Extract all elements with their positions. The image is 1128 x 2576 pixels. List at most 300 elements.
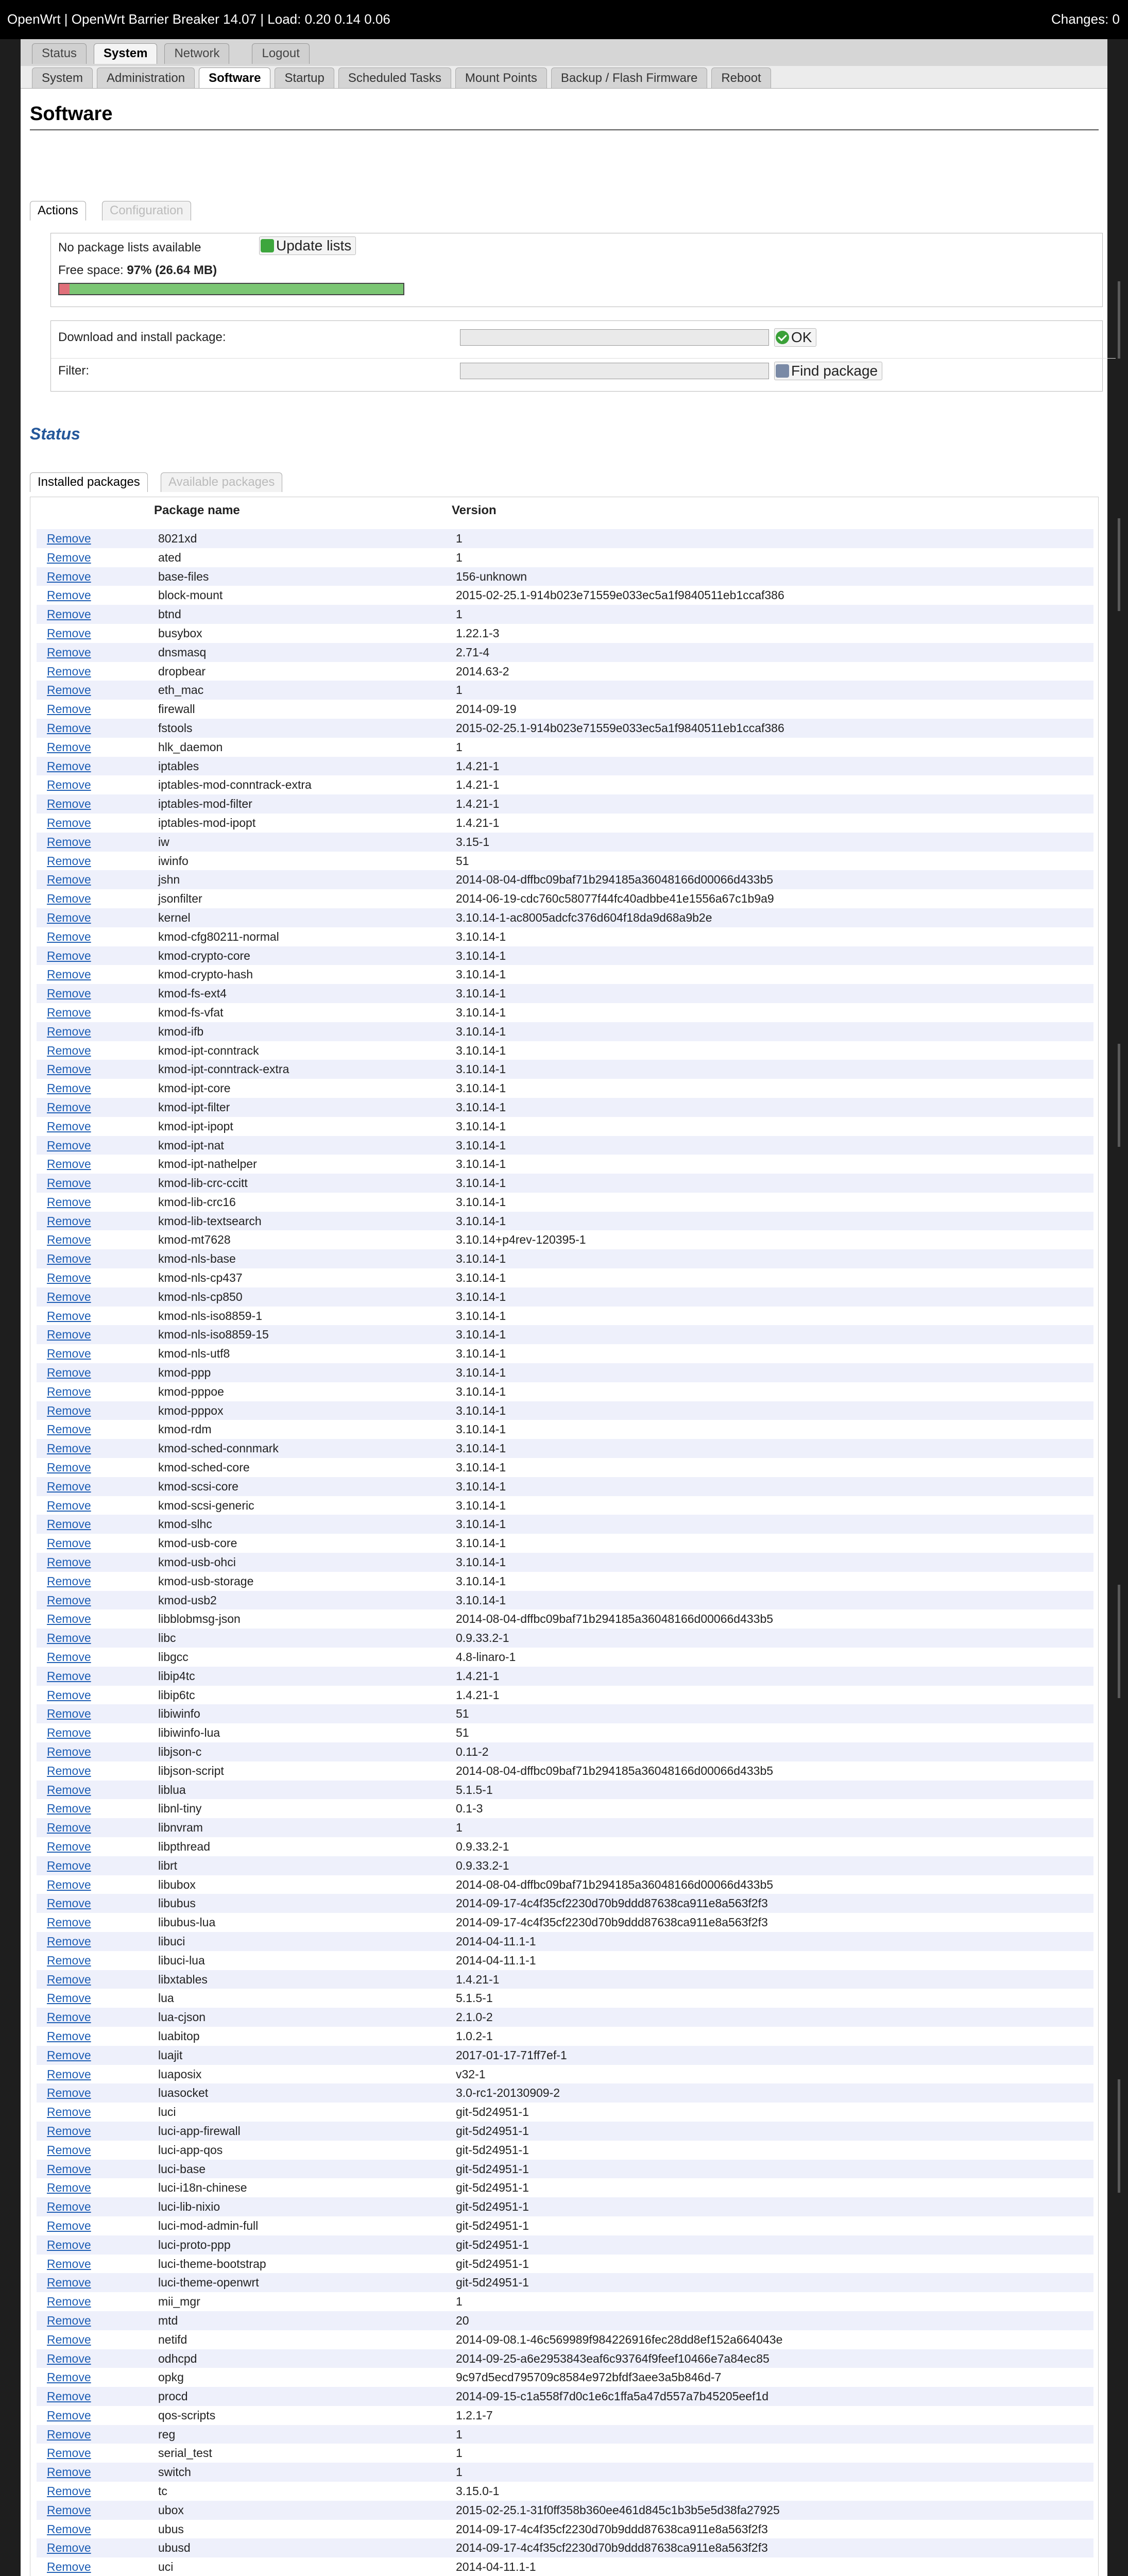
package-name: kmod-sched-core — [158, 1461, 250, 1475]
package-version: 3.10.14-1 — [456, 1271, 506, 1285]
package-name: kmod-ipt-conntrack-extra — [158, 1062, 289, 1076]
package-name: ubox — [158, 2503, 184, 2517]
package-name: lua-cjson — [158, 2010, 206, 2024]
remove-link[interactable]: Remove — [47, 1403, 91, 1417]
remove-link[interactable]: Remove — [47, 664, 91, 678]
remove-link[interactable]: Remove — [47, 2257, 91, 2270]
table-row — [37, 681, 1093, 700]
package-name: kmod-cfg80211-normal — [158, 929, 279, 943]
package-version: 3.10.14-1 — [456, 1328, 506, 1342]
remove-link[interactable]: Remove — [47, 835, 91, 849]
package-name: luci — [158, 2105, 176, 2119]
table-row — [37, 965, 1093, 984]
update-lists-button[interactable] — [259, 236, 356, 255]
tab-configuration[interactable]: Configuration — [102, 201, 191, 221]
scrollbar-mark — [1118, 281, 1120, 359]
package-name: libxtables — [158, 1972, 208, 1986]
scrollbar-mark — [1118, 1044, 1120, 1147]
remove-link[interactable]: Remove — [47, 778, 91, 792]
table-row — [37, 1458, 1093, 1477]
subtab-scheduled-tasks[interactable]: Scheduled Tasks — [338, 67, 451, 88]
remove-link[interactable]: Remove — [47, 892, 91, 906]
package-url-input[interactable] — [460, 329, 769, 346]
table-row — [37, 2330, 1093, 2349]
package-name: kmod-usb-ohci — [158, 1555, 236, 1569]
table-row — [37, 908, 1093, 927]
remove-link[interactable]: Remove — [47, 2313, 91, 2327]
package-name: kmod-nls-iso8859-15 — [158, 1328, 269, 1342]
package-version: 2014-04-11.1-1 — [456, 1953, 536, 1967]
free-space-value: 97% (26.64 MB) — [127, 263, 217, 277]
scrollbar-mark — [1118, 2079, 1120, 2193]
package-name: kmod-fs-vfat — [158, 1005, 224, 1019]
remove-link[interactable]: Remove — [47, 2048, 91, 2062]
package-version: 1.4.21-1 — [456, 816, 500, 829]
package-version: 3.10.14-1 — [456, 1403, 506, 1417]
table-row — [37, 662, 1093, 681]
package-version: 3.10.14-1 — [456, 1442, 506, 1455]
remove-link[interactable]: Remove — [47, 2370, 91, 2384]
table-row — [37, 1951, 1093, 1970]
table-row — [37, 605, 1093, 624]
remove-link[interactable]: Remove — [47, 2200, 91, 2214]
package-version: 3.10.14-1 — [456, 1100, 506, 1114]
remove-link[interactable]: Remove — [47, 2124, 91, 2138]
package-name: kmod-rdm — [158, 1422, 212, 1436]
remove-link[interactable]: Remove — [47, 1195, 91, 1209]
remove-link[interactable]: Remove — [47, 2029, 91, 2043]
remove-link[interactable]: Remove — [47, 2181, 91, 2195]
package-version: 2015-02-25.1-31f0ff358b360ee461d845c1b3b5e5d38fa27925 — [456, 2503, 780, 2517]
remove-link[interactable]: Remove — [47, 1745, 91, 1758]
remove-link[interactable]: Remove — [47, 740, 91, 754]
table-row — [37, 1970, 1093, 1989]
remove-link[interactable]: Remove — [47, 1934, 91, 1948]
remove-link[interactable]: Remove — [47, 607, 91, 621]
remove-link[interactable]: Remove — [47, 683, 91, 697]
package-name: kmod-ipt-ipopt — [158, 1119, 233, 1133]
remove-link[interactable]: Remove — [47, 1100, 91, 1114]
remove-link[interactable]: Remove — [47, 1650, 91, 1664]
remove-link[interactable]: Remove — [47, 2086, 91, 2100]
remove-link[interactable]: Remove — [47, 2067, 91, 2081]
remove-link[interactable]: Remove — [47, 2351, 91, 2365]
tab-available-packages[interactable]: Available packages — [161, 472, 282, 492]
package-name: procd — [158, 2389, 188, 2403]
filter-label: Filter: — [58, 364, 89, 378]
package-name: kmod-usb-storage — [158, 1574, 254, 1588]
package-version: 2014-09-08.1-46c569989f984226916fec28dd8ef152a664043e — [456, 2332, 783, 2346]
remove-link[interactable]: Remove — [47, 2276, 91, 2290]
remove-link[interactable]: Remove — [47, 854, 91, 868]
package-version: git-5d24951-1 — [456, 2181, 529, 2195]
remove-link[interactable]: Remove — [47, 1233, 91, 1247]
remove-link[interactable]: Remove — [47, 1858, 91, 1872]
package-version: 2014-09-19 — [456, 702, 517, 716]
remove-link[interactable]: Remove — [47, 1081, 91, 1095]
package-version: 3.10.14-1 — [456, 948, 506, 962]
remove-link[interactable]: Remove — [47, 2560, 91, 2574]
remove-link[interactable]: Remove — [47, 2408, 91, 2422]
subtab-administration[interactable]: Administration — [97, 67, 195, 88]
remove-link[interactable]: Remove — [47, 645, 91, 659]
table-row — [37, 946, 1093, 965]
package-name: kmod-ipt-conntrack — [158, 1043, 259, 1057]
package-version: 3.10.14-1 — [456, 1517, 506, 1531]
remove-link[interactable]: Remove — [47, 2484, 91, 2498]
package-name: kmod-fs-ext4 — [158, 987, 227, 1001]
table-row — [37, 1761, 1093, 1781]
subtab-system[interactable]: System — [32, 67, 93, 88]
remove-link[interactable]: Remove — [47, 1157, 91, 1171]
package-name: kmod-lib-textsearch — [158, 1214, 262, 1228]
package-name: luci-theme-openwrt — [158, 2276, 259, 2290]
remove-link[interactable]: Remove — [47, 2105, 91, 2119]
table-row — [37, 1155, 1093, 1174]
remove-link[interactable]: Remove — [47, 1593, 91, 1607]
table-row — [37, 870, 1093, 889]
table-row — [37, 738, 1093, 757]
remove-link[interactable]: Remove — [47, 1271, 91, 1285]
remove-link[interactable]: Remove — [47, 1214, 91, 1228]
table-row — [37, 1989, 1093, 2008]
package-version: 2014-08-04-dffbc09baf71b294185a36048166d00066d433b5 — [456, 1764, 774, 1777]
package-version: 3.10.14-1 — [456, 1119, 506, 1133]
filter-input[interactable] — [460, 363, 769, 379]
package-name: libc — [158, 1631, 176, 1645]
remove-link[interactable]: Remove — [47, 910, 91, 924]
status-heading: Status — [30, 425, 80, 443]
tab-network[interactable]: Network — [164, 43, 229, 64]
remove-link[interactable]: Remove — [47, 2522, 91, 2536]
find-package-button[interactable] — [774, 362, 882, 380]
package-name: kmod-lib-crc16 — [158, 1195, 236, 1209]
remove-link[interactable]: Remove — [47, 569, 91, 583]
package-version: git-5d24951-1 — [456, 2124, 529, 2138]
remove-link[interactable]: Remove — [47, 1574, 91, 1588]
table-row — [37, 2463, 1093, 2482]
package-version: git-5d24951-1 — [456, 2105, 529, 2119]
package-version: 1.2.1-7 — [456, 2408, 493, 2422]
package-name: ubusd — [158, 2541, 191, 2555]
table-row — [37, 567, 1093, 586]
package-version: 1.4.21-1 — [456, 1669, 500, 1683]
remove-link[interactable]: Remove — [47, 987, 91, 1001]
package-name: libnl-tiny — [158, 1802, 202, 1816]
table-row — [37, 548, 1093, 567]
changes-counter[interactable]: Changes: 0 — [1051, 11, 1120, 27]
remove-link[interactable]: Remove — [47, 1290, 91, 1303]
table-row — [37, 2387, 1093, 2406]
remove-link[interactable]: Remove — [47, 2465, 91, 2479]
package-version: 3.10.14-1 — [456, 1290, 506, 1303]
table-row — [37, 2425, 1093, 2444]
package-name: kernel — [158, 910, 191, 924]
page-title: Software — [30, 103, 1099, 130]
remove-link[interactable]: Remove — [47, 2541, 91, 2555]
package-version: 1.4.21-1 — [456, 797, 500, 811]
remove-link[interactable]: Remove — [47, 2238, 91, 2251]
scrollbar[interactable] — [1116, 39, 1128, 2576]
table-row — [37, 889, 1093, 908]
remove-link[interactable]: Remove — [47, 1517, 91, 1531]
subtab-reboot[interactable]: Reboot — [711, 67, 771, 88]
table-row — [37, 1572, 1093, 1591]
table-row — [37, 2273, 1093, 2292]
package-name: libjson-script — [158, 1764, 224, 1777]
remove-link[interactable]: Remove — [47, 1479, 91, 1493]
package-name: libiwinfo-lua — [158, 1726, 220, 1740]
tab-installed-packages[interactable]: Installed packages — [30, 472, 148, 492]
table-row — [37, 1799, 1093, 1818]
remove-link[interactable]: Remove — [47, 1877, 91, 1891]
remove-link[interactable]: Remove — [47, 1422, 91, 1436]
sub-menu — [21, 66, 1107, 89]
package-name: iw — [158, 835, 169, 849]
remove-link[interactable]: Remove — [47, 2143, 91, 2157]
package-name: libjson-c — [158, 1745, 202, 1758]
package-name: kmod-lib-crc-ccitt — [158, 1176, 248, 1190]
remove-link[interactable]: Remove — [47, 721, 91, 735]
remove-link[interactable]: Remove — [47, 1328, 91, 1342]
table-row — [37, 1230, 1093, 1249]
remove-link[interactable]: Remove — [47, 1442, 91, 1455]
remove-link[interactable]: Remove — [47, 1896, 91, 1910]
package-version: 3.10.14-1 — [456, 1195, 506, 1209]
package-version: 51 — [456, 1726, 469, 1740]
remove-link[interactable]: Remove — [47, 1821, 91, 1835]
remove-link[interactable]: Remove — [47, 550, 91, 564]
table-row — [37, 2141, 1093, 2160]
table-row — [37, 1723, 1093, 1742]
package-name: kmod-ipt-nat — [158, 1138, 224, 1152]
table-row — [37, 2482, 1093, 2501]
remove-link[interactable]: Remove — [47, 588, 91, 602]
package-version: git-5d24951-1 — [456, 2218, 529, 2232]
ok-button[interactable] — [774, 328, 816, 347]
package-name: luasocket — [158, 2086, 209, 2100]
package-version: 3.10.14-1 — [456, 1043, 506, 1057]
package-version: 3.15.0-1 — [456, 2484, 500, 2498]
subtab-mount-points[interactable]: Mount Points — [455, 67, 547, 88]
package-name: base-files — [158, 569, 209, 583]
remove-link[interactable]: Remove — [47, 929, 91, 943]
tab-status[interactable]: Status — [32, 43, 87, 64]
table-row — [37, 1609, 1093, 1629]
remove-link[interactable]: Remove — [47, 873, 91, 887]
package-version: 3.10.14-1 — [456, 1555, 506, 1569]
remove-link[interactable]: Remove — [47, 1991, 91, 2005]
search-icon — [776, 364, 789, 378]
package-name: kmod-scsi-core — [158, 1479, 238, 1493]
remove-link[interactable]: Remove — [47, 1043, 91, 1057]
remove-link[interactable]: Remove — [47, 1005, 91, 1019]
remove-link[interactable]: Remove — [47, 1631, 91, 1645]
remove-link[interactable]: Remove — [47, 2446, 91, 2460]
remove-link[interactable]: Remove — [47, 759, 91, 773]
table-row — [37, 1913, 1093, 1932]
remove-link[interactable]: Remove — [47, 1802, 91, 1816]
remove-link[interactable]: Remove — [47, 702, 91, 716]
package-version: 3.10.14-1 — [456, 1574, 506, 1588]
table-row — [37, 2292, 1093, 2311]
table-row — [37, 1249, 1093, 1268]
package-name: libiwinfo — [158, 1707, 200, 1721]
free-space-bar — [58, 283, 404, 295]
remove-link[interactable]: Remove — [47, 1707, 91, 1721]
package-version: 1 — [456, 683, 463, 697]
package-name: dnsmasq — [158, 645, 207, 659]
remove-link[interactable]: Remove — [47, 2332, 91, 2346]
table-row — [37, 2444, 1093, 2463]
table-row — [37, 1420, 1093, 1439]
package-version: 3.10.14-1 — [456, 1593, 506, 1607]
remove-link[interactable]: Remove — [47, 2295, 91, 2309]
remove-link[interactable]: Remove — [47, 532, 91, 545]
remove-link[interactable]: Remove — [47, 1024, 91, 1038]
table-row — [37, 1363, 1093, 1382]
table-row — [37, 757, 1093, 776]
package-version: 3.10.14-1 — [456, 1479, 506, 1493]
table-row — [37, 1686, 1093, 1705]
package-version: 0.9.33.2-1 — [456, 1839, 509, 1853]
remove-link[interactable]: Remove — [47, 797, 91, 811]
remove-link[interactable]: Remove — [47, 2218, 91, 2232]
table-row — [37, 2103, 1093, 2122]
package-name: kmod-ifb — [158, 1024, 204, 1038]
package-version: 2014-09-15-c1a558f7d0c1e6c1ffa5a47d557a7b45205eef1d — [456, 2389, 769, 2403]
table-row — [37, 2538, 1093, 2557]
header-version: Version — [452, 503, 497, 517]
tab-actions[interactable]: Actions — [30, 201, 86, 221]
check-icon — [776, 331, 789, 344]
package-version: 3.10.14-1 — [456, 1138, 506, 1152]
package-version: 2014-09-17-4c4f35cf2230d70b9ddd87638ca911e8a563f2f3 — [456, 1896, 768, 1910]
remove-link[interactable]: Remove — [47, 1536, 91, 1550]
remove-link[interactable]: Remove — [47, 816, 91, 829]
package-name: kmod-pppoe — [158, 1384, 224, 1398]
table-row — [37, 2065, 1093, 2084]
package-version: 0.11-2 — [456, 1745, 489, 1758]
package-name: iptables — [158, 759, 199, 773]
table-row — [37, 927, 1093, 946]
package-version: 1.4.21-1 — [456, 1688, 500, 1702]
package-version: 3.10.14-1 — [456, 1024, 506, 1038]
remove-link[interactable]: Remove — [47, 1783, 91, 1797]
package-name: iwinfo — [158, 854, 189, 868]
package-version: 51 — [456, 854, 469, 868]
remove-link[interactable]: Remove — [47, 1384, 91, 1398]
package-rows — [37, 529, 1093, 2576]
tab-system[interactable]: System — [94, 43, 157, 64]
remove-link[interactable]: Remove — [47, 626, 91, 640]
remove-link[interactable]: Remove — [47, 1119, 91, 1133]
filter-row — [51, 358, 1128, 382]
remove-link[interactable]: Remove — [47, 1252, 91, 1266]
table-row — [37, 1496, 1093, 1515]
tab-logout[interactable]: Logout — [252, 43, 309, 64]
remove-link[interactable]: Remove — [47, 968, 91, 981]
package-name: serial_test — [158, 2446, 212, 2460]
package-version: 1.4.21-1 — [456, 778, 500, 792]
remove-link[interactable]: Remove — [47, 1839, 91, 1853]
main-menu — [32, 43, 310, 64]
package-version: 3.10.14-1 — [456, 1062, 506, 1076]
remove-link[interactable]: Remove — [47, 1612, 91, 1626]
package-name: kmod-scsi-generic — [158, 1498, 254, 1512]
remove-link[interactable]: Remove — [47, 2162, 91, 2176]
remove-link[interactable]: Remove — [47, 1347, 91, 1361]
package-name: kmod-nls-utf8 — [158, 1347, 230, 1361]
remove-link[interactable]: Remove — [47, 2427, 91, 2441]
remove-link[interactable]: Remove — [47, 1498, 91, 1512]
remove-link[interactable]: Remove — [47, 1176, 91, 1190]
table-row — [37, 1193, 1093, 1212]
remove-link[interactable]: Remove — [47, 2010, 91, 2024]
remove-link[interactable]: Remove — [47, 1726, 91, 1740]
lists-status-text: No package lists available — [58, 241, 201, 255]
package-version: 2.71-4 — [456, 645, 490, 659]
remove-link[interactable]: Remove — [47, 1309, 91, 1323]
remove-link[interactable]: Remove — [47, 1688, 91, 1702]
package-version: 1.4.21-1 — [456, 1972, 500, 1986]
package-name: kmod-nls-iso8859-1 — [158, 1309, 262, 1323]
free-space-label: Free space: — [58, 263, 124, 277]
package-name: luci-i18n-chinese — [158, 2181, 247, 2195]
package-version: 1.22.1-3 — [456, 626, 500, 640]
package-version: 1 — [456, 2295, 463, 2309]
table-row — [37, 1060, 1093, 1079]
package-name: opkg — [158, 2370, 184, 2384]
package-name: luci-base — [158, 2162, 206, 2176]
package-version: git-5d24951-1 — [456, 2238, 529, 2251]
router-title: OpenWrt | OpenWrt Barrier Breaker 14.07 | Load: 0.20 0.14 0.06 — [7, 11, 390, 27]
package-name: btnd — [158, 607, 181, 621]
remove-link[interactable]: Remove — [47, 1764, 91, 1777]
package-version: 3.0-rc1-20130909-2 — [456, 2086, 560, 2100]
table-row — [37, 984, 1093, 1003]
table-row — [37, 1174, 1093, 1193]
package-name: kmod-nls-cp437 — [158, 1271, 243, 1285]
table-row — [37, 1932, 1093, 1951]
remove-link[interactable]: Remove — [47, 948, 91, 962]
remove-link[interactable]: Remove — [47, 2503, 91, 2517]
package-name: libpthread — [158, 1839, 211, 1853]
remove-link[interactable]: Remove — [47, 1461, 91, 1475]
remove-link[interactable]: Remove — [47, 1062, 91, 1076]
remove-link[interactable]: Remove — [47, 1366, 91, 1380]
remove-link[interactable]: Remove — [47, 2389, 91, 2403]
package-name: luci-app-firewall — [158, 2124, 241, 2138]
remove-link[interactable]: Remove — [47, 1953, 91, 1967]
remove-link[interactable]: Remove — [47, 1138, 91, 1152]
installed-packages-table — [30, 497, 1099, 2576]
subtab-startup[interactable]: Startup — [275, 67, 334, 88]
package-name: kmod-usb2 — [158, 1593, 217, 1607]
package-name: kmod-crypto-hash — [158, 968, 253, 981]
table-row — [37, 2557, 1093, 2576]
remove-link[interactable]: Remove — [47, 1669, 91, 1683]
remove-link[interactable]: Remove — [47, 1916, 91, 1929]
remove-link[interactable]: Remove — [47, 1972, 91, 1986]
subtab-software[interactable]: Software — [199, 67, 270, 88]
table-row — [37, 1629, 1093, 1648]
package-version: 2014-04-11.1-1 — [456, 1934, 536, 1948]
subtab-backup-flash[interactable]: Backup / Flash Firmware — [551, 67, 707, 88]
package-version: 2014-04-11.1-1 — [456, 2560, 536, 2574]
remove-link[interactable]: Remove — [47, 1555, 91, 1569]
package-name: lua — [158, 1991, 174, 2005]
